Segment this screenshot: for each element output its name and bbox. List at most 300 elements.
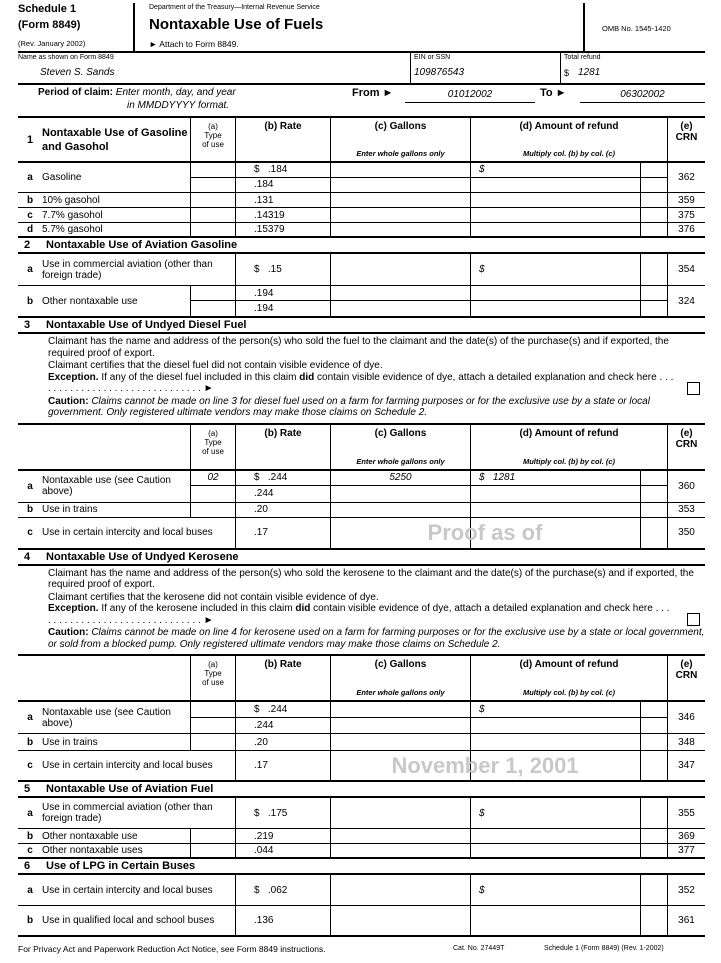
line-letter: b bbox=[26, 504, 34, 515]
column-c-header bbox=[330, 425, 470, 469]
column-b-label: (b) Rate bbox=[264, 659, 302, 670]
rate-cell bbox=[235, 254, 330, 285]
column-d-label: (d) Amount of refund bbox=[519, 121, 619, 132]
exception-text-part: contain visible evidence of dye, attach a detailed explanation and check here . . . . . . . . . . . . . . . . . . . . . . . . . . . . . . . ► bbox=[48, 371, 674, 394]
crn-value: 375 bbox=[678, 209, 695, 221]
line-description: Gasoline bbox=[42, 172, 82, 183]
from-label: From ► bbox=[352, 87, 394, 99]
line-label bbox=[18, 286, 190, 316]
refund-field[interactable] bbox=[470, 875, 640, 905]
caution-text bbox=[48, 627, 705, 650]
refund-cents-field[interactable] bbox=[640, 844, 667, 857]
line-label bbox=[18, 518, 235, 548]
refund-cents-field[interactable] bbox=[640, 906, 667, 935]
refund-field[interactable] bbox=[470, 518, 640, 548]
rate-cell bbox=[235, 223, 330, 236]
refund-cents-field[interactable] bbox=[640, 734, 667, 750]
line-5a bbox=[18, 798, 705, 829]
rule bbox=[18, 51, 705, 53]
line-4a bbox=[18, 702, 705, 734]
type-of-use-field[interactable] bbox=[190, 734, 235, 750]
line-1d bbox=[18, 223, 705, 238]
rate-value: $ .184 bbox=[254, 164, 288, 176]
line-letter: a bbox=[27, 172, 33, 183]
gallons-field[interactable] bbox=[330, 208, 470, 222]
rate-value: .244 bbox=[254, 488, 274, 500]
refund-cents-field[interactable] bbox=[640, 518, 667, 548]
line-description: Use in trains bbox=[42, 504, 98, 515]
column-b-label: (b) Rate bbox=[264, 427, 302, 439]
type-of-use-field[interactable] bbox=[190, 193, 235, 207]
column-e-label: CRN bbox=[675, 438, 698, 450]
column-a-label: of use bbox=[202, 678, 224, 687]
refund-field[interactable] bbox=[470, 163, 640, 192]
certification-text: Claimant certifies that the diesel fuel did not contain visible evidence of dye. bbox=[48, 360, 383, 371]
column-a-label: Type bbox=[204, 131, 222, 140]
crn-cell bbox=[667, 254, 705, 285]
refund-cents-field[interactable] bbox=[640, 208, 667, 222]
line-letter: a bbox=[27, 264, 33, 275]
refund-field[interactable] bbox=[470, 503, 640, 517]
rate-value: $ .15 bbox=[254, 264, 282, 275]
line-3a bbox=[18, 471, 705, 503]
section-number: 5 bbox=[24, 783, 31, 795]
type-of-use-field[interactable] bbox=[190, 471, 235, 502]
gallons-field[interactable] bbox=[330, 798, 470, 828]
dye-exception-checkbox[interactable] bbox=[687, 613, 700, 626]
rate-value: .194 bbox=[254, 303, 274, 314]
crn-cell bbox=[667, 471, 705, 502]
column-e-header bbox=[667, 118, 705, 161]
section-header bbox=[18, 859, 705, 875]
crn-cell bbox=[667, 163, 705, 192]
refund-cents-field[interactable] bbox=[640, 471, 667, 502]
line-description: Use in trains bbox=[42, 736, 98, 748]
period-instructions: Enter month, day, and year bbox=[115, 87, 236, 98]
crn-value: 355 bbox=[678, 807, 695, 819]
section-number: 4 bbox=[24, 550, 31, 563]
rate-value: .15379 bbox=[254, 224, 285, 235]
line-description: 10% gasohol bbox=[42, 194, 100, 206]
crn-value: 360 bbox=[678, 480, 695, 492]
line-letter: d bbox=[26, 224, 34, 235]
line-description: Use in commercial aviation (other than foreign trade) bbox=[42, 258, 213, 281]
crn-cell bbox=[667, 798, 705, 828]
line-label bbox=[18, 471, 190, 502]
crn-cell bbox=[667, 223, 705, 236]
column-e-header bbox=[667, 656, 705, 700]
line-letter: a bbox=[27, 884, 33, 896]
rate-cell bbox=[235, 734, 330, 750]
line-description: Nontaxable use (see Caution above) bbox=[42, 475, 171, 497]
line-label bbox=[18, 208, 190, 222]
refund-field[interactable] bbox=[470, 208, 640, 222]
period-format: in MMDDYYYY format. bbox=[127, 100, 230, 111]
gallons-field[interactable] bbox=[330, 471, 470, 502]
divider bbox=[560, 53, 561, 83]
column-header-row bbox=[18, 425, 705, 471]
refund-field[interactable] bbox=[470, 798, 640, 828]
column-a-label: (a) bbox=[208, 428, 218, 438]
rate-value: .14319 bbox=[254, 209, 285, 221]
column-a-label: (a) bbox=[208, 122, 218, 131]
crn-value: 350 bbox=[678, 527, 695, 538]
rate-value: .17 bbox=[254, 527, 268, 538]
ein-field[interactable]: 109876543 bbox=[414, 67, 465, 78]
form-title: Nontaxable Use of Fuels bbox=[149, 16, 324, 33]
refund-cents-field[interactable] bbox=[640, 798, 667, 828]
rate-cell bbox=[235, 829, 330, 843]
gallons-field[interactable] bbox=[330, 702, 470, 733]
refund-cents-field[interactable] bbox=[640, 875, 667, 905]
rate-value: .20 bbox=[254, 504, 268, 515]
rate-cell bbox=[235, 503, 330, 517]
exception-text bbox=[48, 372, 705, 395]
refund-field[interactable] bbox=[470, 286, 640, 316]
column-d-note: Multiply col. (b) by col. (c) bbox=[522, 149, 616, 158]
section-header bbox=[18, 318, 705, 334]
dye-exception-checkbox[interactable] bbox=[687, 382, 700, 395]
column-c-note: Enter whole gallons only bbox=[356, 149, 445, 158]
refund-field[interactable] bbox=[470, 751, 640, 780]
line-letter: b bbox=[26, 736, 34, 748]
divider bbox=[410, 53, 411, 83]
type-of-use-field[interactable] bbox=[190, 163, 235, 192]
column-c-note: Enter whole gallons only bbox=[356, 688, 445, 697]
line-description: Use in commercial aviation (other than foreign trade) bbox=[42, 802, 213, 824]
rate-cell bbox=[235, 208, 330, 222]
line-letter: b bbox=[26, 830, 34, 842]
section-header bbox=[18, 550, 705, 566]
line-label bbox=[18, 875, 235, 905]
rate-value: .244 bbox=[254, 719, 274, 731]
line-2a bbox=[18, 254, 705, 286]
caution-text bbox=[48, 396, 705, 419]
to-date-field[interactable]: 06302002 bbox=[580, 89, 705, 103]
refund-value[interactable]: $ bbox=[479, 703, 485, 715]
gallons-field[interactable] bbox=[330, 503, 470, 517]
crn-cell bbox=[667, 702, 705, 733]
column-d-note: Multiply col. (b) by col. (c) bbox=[522, 688, 616, 697]
attach-note: ► Attach to Form 8849. bbox=[149, 39, 239, 49]
gallons-field[interactable] bbox=[330, 829, 470, 843]
crn-cell bbox=[667, 906, 705, 935]
omb-number: OMB No. 1545-1420 bbox=[602, 24, 671, 33]
column-b-label: (b) Rate bbox=[264, 121, 302, 132]
crn-cell bbox=[667, 193, 705, 207]
rate-value: .044 bbox=[254, 845, 274, 856]
caution-label: Caution: bbox=[48, 627, 89, 638]
dollar-sign: $ bbox=[564, 68, 570, 78]
gallons-field[interactable] bbox=[330, 163, 470, 192]
exception-text-part: contain visible evidence of dye, attach a detailed explanation and check here . . . . . . . . . . . . . . . . . . . . . . . . . . . . . . . ► bbox=[48, 603, 670, 626]
type-of-use-field[interactable] bbox=[190, 702, 235, 733]
refund-field[interactable] bbox=[470, 254, 640, 285]
exception-text-part: If any of the diesel fuel included in this claim bbox=[98, 371, 300, 383]
rate-cell bbox=[235, 518, 330, 548]
from-date-field[interactable]: 01012002 bbox=[405, 89, 535, 103]
rate-cell bbox=[235, 193, 330, 207]
column-c-label: (c) Gallons bbox=[374, 427, 427, 439]
refund-field[interactable] bbox=[470, 829, 640, 843]
gallons-field[interactable] bbox=[330, 223, 470, 236]
refund-field[interactable] bbox=[470, 906, 640, 935]
line-label bbox=[18, 798, 235, 828]
column-d-header bbox=[470, 656, 667, 700]
column-a-label: Type bbox=[204, 437, 222, 447]
form-number: (Form 8849) bbox=[18, 19, 81, 31]
column-b-header bbox=[235, 425, 330, 469]
column-c-header bbox=[330, 656, 470, 700]
name-field[interactable]: Steven S. Sands bbox=[40, 67, 115, 78]
rate-value: $ .244 bbox=[254, 472, 288, 484]
rate-value: .184 bbox=[254, 179, 274, 191]
line-label bbox=[18, 702, 190, 733]
claim-table bbox=[18, 118, 705, 937]
crn-cell bbox=[667, 286, 705, 316]
column-a-header bbox=[190, 118, 235, 161]
line-letter: c bbox=[27, 527, 33, 538]
privacy-notice: For Privacy Act and Paperwork Reduction Act Notice, see Form 8849 instructions. bbox=[18, 943, 326, 954]
column-b-header bbox=[235, 656, 330, 700]
line-letter: a bbox=[27, 807, 33, 819]
column-d-header bbox=[470, 425, 667, 469]
line-letter: c bbox=[27, 845, 33, 856]
crn-value: 359 bbox=[678, 194, 695, 206]
department: Department of the Treasury—Internal Revenue Service bbox=[149, 4, 320, 11]
crn-value: 361 bbox=[678, 915, 695, 926]
line-label bbox=[18, 844, 190, 857]
revision: (Rev. January 2002) bbox=[18, 39, 86, 48]
column-a-header bbox=[190, 425, 235, 469]
crn-value: 346 bbox=[678, 712, 695, 723]
crn-cell bbox=[667, 518, 705, 548]
crn-value: 324 bbox=[678, 295, 695, 307]
crn-value: 362 bbox=[678, 172, 695, 183]
line-description: Use in qualified local and school buses bbox=[42, 915, 215, 926]
column-e-label: (e) bbox=[680, 659, 693, 670]
type-of-use-field[interactable] bbox=[190, 286, 235, 316]
type-of-use-value[interactable]: 02 bbox=[207, 472, 219, 484]
line-label bbox=[18, 503, 190, 517]
column-e-label: CRN bbox=[675, 132, 698, 143]
type-of-use-field[interactable] bbox=[190, 223, 235, 236]
rate-cell bbox=[235, 906, 330, 935]
rate-value: $ .062 bbox=[254, 884, 288, 896]
column-c-label: (c) Gallons bbox=[374, 121, 427, 132]
column-d-label: (d) Amount of refund bbox=[519, 659, 619, 670]
column-a-label: of use bbox=[202, 140, 224, 149]
line-2b bbox=[18, 286, 705, 318]
certification-text: Claimant has the name and address of the person(s) who sold the fuel to the claimant and the date(s) of the purchase(s) and if exported, the required proof of export. bbox=[48, 336, 669, 359]
refund-field[interactable] bbox=[470, 734, 640, 750]
crn-value: 354 bbox=[678, 264, 695, 275]
crn-value: 377 bbox=[678, 845, 695, 856]
refund-cents-field[interactable] bbox=[640, 193, 667, 207]
form-body bbox=[18, 118, 705, 958]
rate-cell bbox=[235, 875, 330, 905]
gallons-field[interactable] bbox=[330, 518, 470, 548]
crn-value: 376 bbox=[678, 224, 695, 235]
line-label bbox=[18, 751, 235, 780]
refund-cents-field[interactable] bbox=[640, 503, 667, 517]
section-title: Nontaxable Use of Aviation Fuel bbox=[46, 783, 214, 795]
line-description: Other nontaxable uses bbox=[42, 845, 143, 856]
line-description: Use in certain intercity and local buses bbox=[42, 527, 213, 538]
line-letter: b bbox=[26, 295, 34, 307]
refund-field[interactable] bbox=[470, 471, 640, 502]
line-description: 5.7% gasohol bbox=[42, 224, 103, 235]
refund-field[interactable] bbox=[470, 844, 640, 857]
section-title: Nontaxable Use of Undyed Kerosene bbox=[46, 550, 239, 563]
type-of-use-field[interactable] bbox=[190, 829, 235, 843]
catalog-number: Cat. No. 27449T bbox=[453, 945, 505, 952]
certification-text: Claimant has the name and address of the person(s) who sold the kerosene to the claimant and the date(s) of the purchase(s) and if exported, the required proof of export. bbox=[48, 567, 694, 590]
line-4c bbox=[18, 751, 705, 782]
line-label bbox=[18, 734, 190, 750]
column-e-label: CRN bbox=[675, 670, 698, 681]
line-description: Use in certain intercity and local buses bbox=[42, 884, 213, 896]
divider bbox=[133, 3, 135, 51]
line-5c bbox=[18, 844, 705, 859]
section-header bbox=[18, 782, 705, 798]
caution-label: Caution: bbox=[48, 395, 89, 407]
type-of-use-field[interactable] bbox=[190, 503, 235, 517]
line-5b bbox=[18, 829, 705, 844]
exception-label: Exception. bbox=[48, 371, 99, 383]
period-label: Period of claim: bbox=[38, 87, 114, 98]
gallons-field[interactable] bbox=[330, 254, 470, 285]
column-c-label: (c) Gallons bbox=[374, 659, 427, 670]
refund-cents-field[interactable] bbox=[640, 254, 667, 285]
line-1c bbox=[18, 208, 705, 223]
line-description: Use in certain intercity and local buses bbox=[42, 760, 213, 771]
crn-cell bbox=[667, 844, 705, 857]
column-e-label: (e) bbox=[680, 427, 693, 439]
exception-label: Exception. bbox=[48, 603, 99, 614]
line-description: Other nontaxable use bbox=[42, 830, 138, 842]
column-header-row bbox=[18, 656, 705, 702]
line-4b bbox=[18, 734, 705, 751]
refund-value[interactable]: $ bbox=[479, 164, 485, 176]
line-label bbox=[18, 906, 235, 935]
crn-value: 347 bbox=[678, 760, 695, 771]
refund-value[interactable]: $ bbox=[479, 264, 485, 275]
line-label bbox=[18, 223, 190, 236]
column-a-label: (a) bbox=[208, 660, 218, 669]
section-notes bbox=[18, 334, 705, 425]
line-letter: b bbox=[26, 194, 34, 206]
exception-emphasis: did bbox=[299, 371, 315, 383]
gallons-field[interactable] bbox=[330, 751, 470, 780]
watermark-line2: November 1, 2001 bbox=[391, 752, 579, 778]
rate-value: $ .175 bbox=[254, 807, 288, 819]
refund-value[interactable]: $ 1281 bbox=[479, 472, 516, 484]
rule bbox=[18, 83, 705, 85]
section-header bbox=[18, 118, 190, 161]
gallons-field[interactable] bbox=[330, 906, 470, 935]
refund-value[interactable]: $ bbox=[479, 807, 485, 819]
rate-value: .17 bbox=[254, 760, 268, 771]
line-label bbox=[18, 163, 190, 192]
crn-cell bbox=[667, 829, 705, 843]
crn-cell bbox=[667, 734, 705, 750]
type-of-use-field[interactable] bbox=[190, 844, 235, 857]
caution-body: Claims cannot be made on line 3 for diesel fuel used on a farm for farming purposes or for the exclusive use by a state or local government. Only registered ultimate vendors may make those claims on Schedule 2. bbox=[48, 395, 650, 418]
rate-value: .131 bbox=[254, 194, 274, 206]
column-b-header bbox=[235, 118, 330, 161]
column-a-header bbox=[190, 656, 235, 700]
refund-field[interactable] bbox=[470, 193, 640, 207]
gallons-field[interactable] bbox=[330, 193, 470, 207]
rate-value: $ .244 bbox=[254, 703, 288, 715]
refund-cents-field[interactable] bbox=[640, 829, 667, 843]
exception-emphasis: did bbox=[295, 603, 311, 614]
ein-label: EIN or SSN bbox=[414, 54, 451, 61]
refund-cents-field[interactable] bbox=[640, 286, 667, 316]
column-d-header bbox=[470, 118, 667, 161]
gallons-value[interactable]: 5250 bbox=[389, 472, 412, 484]
column-c-header bbox=[330, 118, 470, 161]
type-of-use-field[interactable] bbox=[190, 208, 235, 222]
rate-value: .219 bbox=[254, 830, 274, 842]
crn-value: 348 bbox=[678, 736, 695, 748]
line-1b bbox=[18, 193, 705, 208]
rate-cell bbox=[235, 702, 330, 733]
section-title: Nontaxable Use of Gasoline and Gasohol bbox=[42, 126, 188, 153]
exception-text-part: If any of the kerosene included in this claim bbox=[98, 603, 296, 614]
line-6a bbox=[18, 875, 705, 906]
crn-value: 353 bbox=[678, 504, 695, 515]
line-label bbox=[18, 829, 190, 843]
certification-text: Claimant certifies that the kerosene did not contain visible evidence of dye. bbox=[48, 591, 379, 603]
total-refund-field[interactable]: 1281 bbox=[578, 67, 601, 78]
refund-field[interactable] bbox=[470, 702, 640, 733]
rate-cell bbox=[235, 286, 330, 316]
section-number: 6 bbox=[24, 860, 31, 872]
line-letter: a bbox=[27, 480, 33, 492]
gallons-field[interactable] bbox=[330, 844, 470, 857]
gallons-field[interactable] bbox=[330, 286, 470, 316]
refund-field[interactable] bbox=[470, 223, 640, 236]
rate-value: .194 bbox=[254, 287, 274, 299]
column-e-header bbox=[667, 425, 705, 469]
refund-value[interactable]: $ bbox=[479, 884, 485, 896]
line-description: 7.7% gasohol bbox=[42, 209, 103, 221]
rate-cell bbox=[235, 844, 330, 857]
refund-cents-field[interactable] bbox=[640, 163, 667, 192]
crn-cell bbox=[667, 875, 705, 905]
column-d-note: Multiply col. (b) by col. (c) bbox=[522, 456, 616, 466]
crn-cell bbox=[667, 503, 705, 517]
refund-cents-field[interactable] bbox=[640, 223, 667, 236]
gallons-field[interactable] bbox=[330, 875, 470, 905]
column-c-note: Enter whole gallons only bbox=[356, 456, 445, 466]
line-letter: b bbox=[26, 915, 34, 926]
to-label: To ► bbox=[540, 87, 567, 99]
refund-cents-field[interactable] bbox=[640, 702, 667, 733]
line-letter: c bbox=[27, 209, 33, 221]
rate-cell bbox=[235, 798, 330, 828]
section-title: Nontaxable Use of Undyed Diesel Fuel bbox=[46, 319, 247, 331]
line-1a bbox=[18, 163, 705, 193]
gallons-field[interactable] bbox=[330, 734, 470, 750]
rate-value: .20 bbox=[254, 736, 268, 748]
refund-cents-field[interactable] bbox=[640, 751, 667, 780]
rate-cell bbox=[235, 163, 330, 192]
section-title: Nontaxable Use of Aviation Gasoline bbox=[46, 239, 238, 251]
rate-cell bbox=[235, 471, 330, 502]
